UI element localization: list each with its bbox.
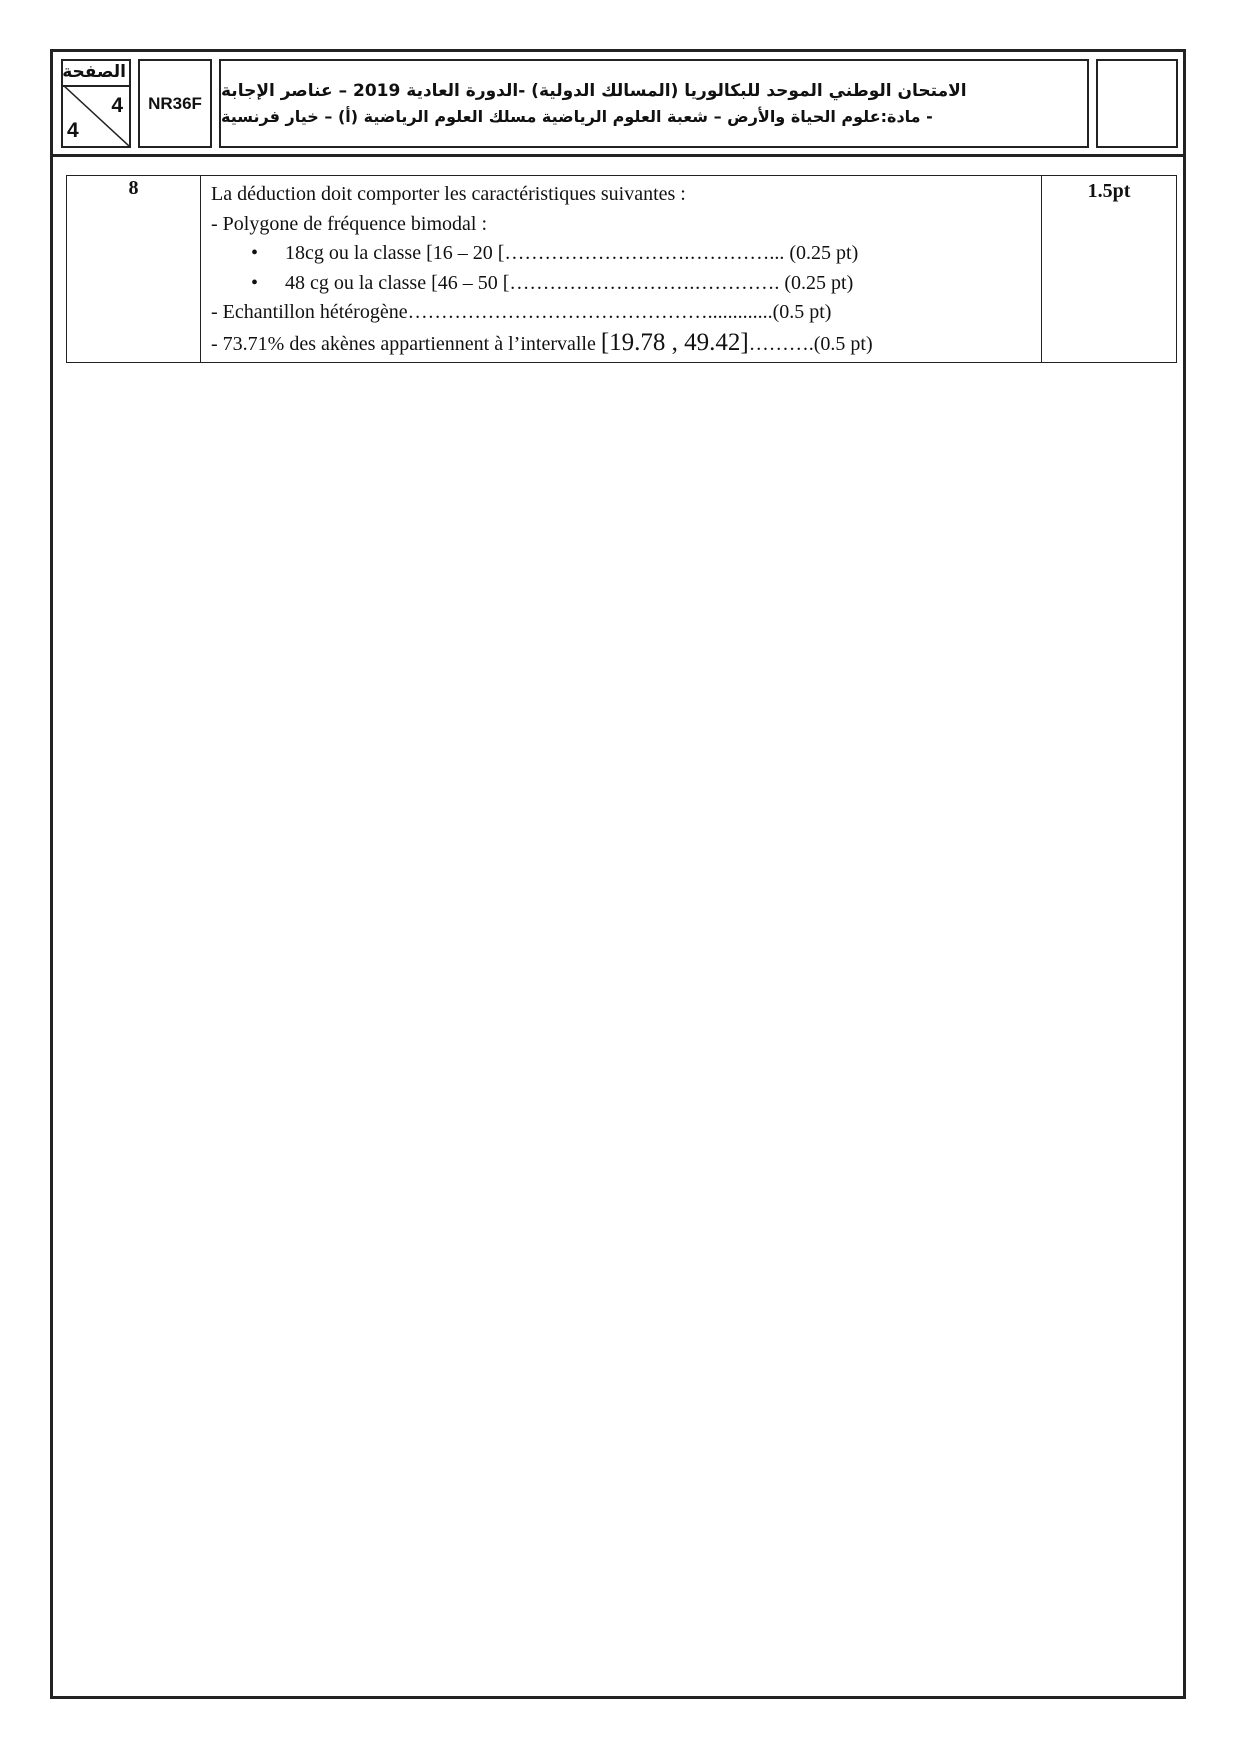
blank-box [1096, 59, 1178, 148]
list-item [211, 239, 1031, 269]
exam-title [219, 59, 1089, 148]
list-item [211, 269, 1031, 299]
percent-line [211, 328, 1031, 360]
bullet-icon: • [251, 242, 259, 264]
bullet-icon: • [251, 271, 259, 294]
answer-table [66, 175, 1177, 363]
points-value: 1.5pt [1042, 176, 1177, 363]
title-line-2: - مادة:علوم الحياة والأرض – شعبة العلوم الرياضية مسلك العلوم الرياضية (أ) – خيار فرنسية [221, 106, 933, 126]
polygon-text: - Polygone de fréquence bimodal : [211, 212, 488, 235]
page-label: الصفحة [62, 62, 126, 82]
exam-code: NR36F [138, 59, 212, 148]
heterogeneous-text: - Echantillon hétérogène……………………………………….............(0.5 pt) [211, 301, 832, 323]
page-number-current: 4 [111, 94, 123, 117]
table-row [67, 176, 1177, 363]
interval-value: [19.78 , 49.42] [600, 328, 749, 356]
bullet-text: 48 cg ou la classe [46 – 50 [……………………….…………. (0.25 pt) [285, 271, 854, 294]
header [53, 52, 1183, 157]
title-line-1: الامتحان الوطني الموحد للبكالوريا (المسالك الدولية) -الدورة العادية 2019 – عناصر الإجابة [221, 80, 967, 101]
answer-content [201, 176, 1042, 363]
percent-suffix: ……….(0.5 pt) [748, 332, 873, 355]
question-number: 8 [67, 176, 201, 363]
page-number-total: 4 [67, 119, 79, 142]
page-indicator [61, 59, 131, 148]
intro-text: La déduction doit comporter les caractéristiques suivantes : [211, 183, 686, 205]
percent-prefix: - 73.71% des akènes appartiennent à l’intervalle [211, 332, 601, 355]
bullet-text: 18cg ou la classe [16 – 20 [……………………….…………... (0.25 pt) [285, 242, 859, 264]
